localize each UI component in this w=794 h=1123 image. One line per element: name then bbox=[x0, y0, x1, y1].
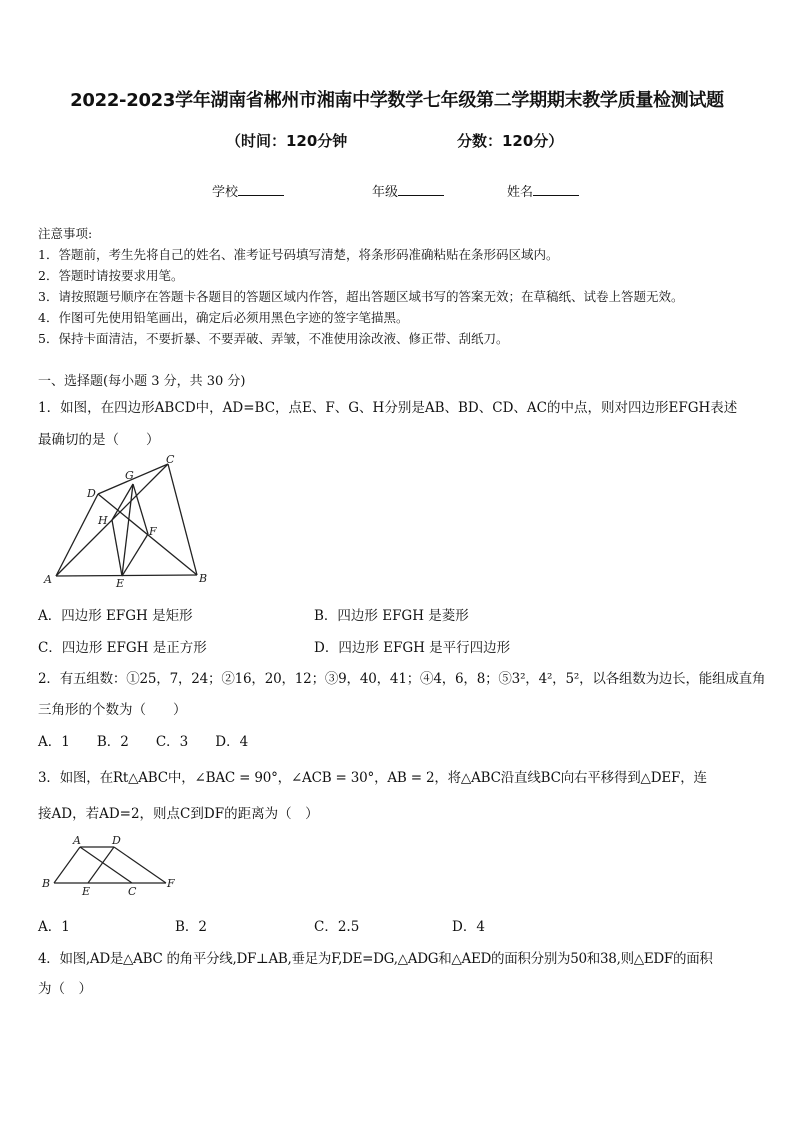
q3-label-f: F bbox=[167, 877, 175, 890]
q1-figure bbox=[40, 452, 215, 588]
q1-option-c[interactable]: C．四边形 EFGH 是正方形 bbox=[38, 640, 207, 656]
notice-item: 3．请按照题号顺序在答题卡各题目的答题区域内作答，超出答题区域书写的答案无效；在草稿纸、试卷上答题无效。 bbox=[38, 289, 684, 304]
q3-label-a: A bbox=[73, 834, 81, 847]
q4-stem-line1: 4．如图,AD是△ABC 的角平分线,DF⊥AB,垂足为F,DE=DG,△ADG和△AED的面积分别为50和38,则△EDF的面积 bbox=[38, 951, 713, 967]
q1-seg-eg bbox=[122, 484, 133, 576]
q3-option-c[interactable]: C．2.5 bbox=[314, 919, 360, 935]
q1-stem-line2: 最确切的是（ ） bbox=[38, 432, 160, 448]
q1-option-a[interactable]: A．四边形 EFGH 是矩形 bbox=[38, 608, 193, 624]
q1-option-d[interactable]: D．四边形 EFGH 是平行四边形 bbox=[314, 640, 511, 656]
q1-label-f: F bbox=[149, 525, 157, 538]
notice-item: 1．答题前，考生先将自己的姓名、准考证号码填写清楚，将条形码准确粘贴在条形码区域内。 bbox=[38, 247, 559, 262]
q1-label-h: H bbox=[98, 514, 108, 527]
school-label: 学校 bbox=[212, 185, 239, 200]
q3-edge-df bbox=[114, 847, 166, 883]
exam-time: （时间：120分钟 bbox=[226, 132, 348, 150]
page-title: 2022-2023学年湖南省郴州市湘南中学数学七年级第二学期期末教学质量检测试题 bbox=[70, 90, 724, 111]
q1-label-b: B bbox=[199, 572, 208, 585]
q1-label-d: D bbox=[87, 487, 96, 500]
q4-stem-line2: 为（ ） bbox=[38, 981, 92, 997]
notice-item: 2．答题时请按要求用笔。 bbox=[38, 268, 184, 283]
q3-stem-line1: 3．如图，在Rt△ABC中，∠BAC = 90°，∠ACB = 30°，AB = 2，将△ABC沿直线BC向右平移得到△DEF，连 bbox=[38, 770, 707, 786]
q1-label-c: C bbox=[166, 453, 175, 466]
q1-edge-ab bbox=[56, 575, 197, 576]
exam-score: 分数：120分） bbox=[457, 132, 564, 150]
q1-label-e: E bbox=[116, 577, 125, 588]
q3-edge-ed bbox=[88, 847, 114, 883]
q1-label-a: A bbox=[44, 573, 52, 586]
q1-stem-line1: 1．如图，在四边形ABCD中，AD=BC，点E、F、G、H分别是AB、BD、CD、AC的中点，则对四边形EFGH表述 bbox=[38, 400, 738, 416]
q1-label-g: G bbox=[125, 469, 134, 482]
q3-label-b: B bbox=[42, 877, 51, 890]
q3-option-a[interactable]: A．1 bbox=[38, 919, 70, 935]
q1-seg-eh bbox=[112, 520, 122, 576]
name-label: 姓名 bbox=[507, 185, 534, 200]
school-blank bbox=[238, 183, 284, 196]
name-field bbox=[507, 181, 579, 200]
school-field bbox=[212, 181, 284, 200]
q3-figure bbox=[40, 832, 190, 898]
q2-stem-line2: 三角形的个数为（ ） bbox=[38, 702, 187, 718]
notice-item: 5．保持卡面清洁，不要折暴、不要弄破、弄皱，不准使用涂改液、修正带、刮纸刀。 bbox=[38, 331, 509, 346]
q1-edge-da bbox=[56, 494, 98, 576]
q3-stem-line2: 接AD，若AD=2，则点C到DF的距离为（ ） bbox=[38, 806, 319, 822]
q3-label-d: D bbox=[112, 834, 121, 847]
q3-edge-ba bbox=[54, 847, 80, 883]
q1-edge-bc bbox=[168, 464, 197, 575]
q3-label-c: C bbox=[128, 885, 137, 898]
grade-label: 年级 bbox=[372, 185, 399, 200]
q3-option-d[interactable]: D．4 bbox=[452, 919, 485, 935]
q2-stem-line1: 2．有五组数：①25，7，24；②16，20，12；③9，40，41；④4，6，8；⑤3²，4²，5²，以各组数为边长，能组成直角 bbox=[38, 671, 766, 687]
q3-label-e: E bbox=[82, 885, 91, 898]
grade-blank bbox=[398, 183, 444, 196]
name-blank bbox=[533, 183, 579, 196]
q2-options[interactable]: A．1 B．2 C．3 D．4 bbox=[38, 734, 249, 750]
notice-item: 4．作图可先使用铅笔画出，确定后必须用黑色字迹的签字笔描黑。 bbox=[38, 310, 409, 325]
q3-option-b[interactable]: B．2 bbox=[175, 919, 208, 935]
grade-field bbox=[372, 181, 444, 200]
q1-option-b[interactable]: B．四边形 EFGH 是菱形 bbox=[314, 608, 469, 624]
q3-edge-ac bbox=[80, 847, 132, 883]
notice-heading: 注意事项: bbox=[38, 226, 93, 241]
section-heading: 一、选择题(每小题 3 分，共 30 分) bbox=[38, 374, 246, 389]
